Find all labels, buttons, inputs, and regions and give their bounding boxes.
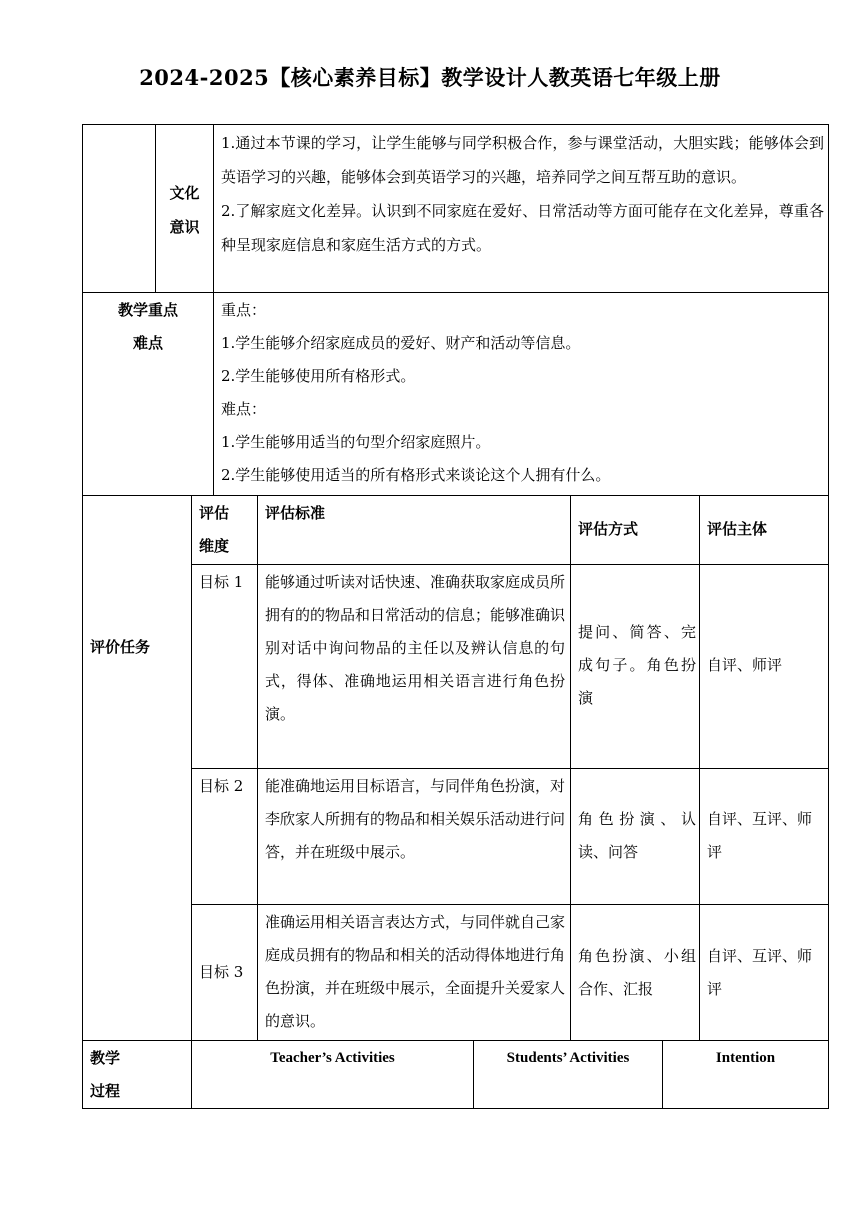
goal-3-method: 角色扮演、小组合作、汇报 (578, 947, 696, 998)
document-title: 2024-2025【核心素养目标】教学设计人教英语七年级上册 (139, 65, 721, 90)
culture-paragraph: 1.通过本节课的学习，让学生能够与同学积极合作，参与课堂活动，大胆实践；能够体会到英语学习的兴趣，能够体会到英语学习的兴趣，培养同学之间互帮互助的意识。 (221, 134, 824, 186)
goal-1-standard: 能够通过听读对话快速、准确获取家庭成员所拥有的的物品和日常活动的信息；能够准确识别对话中询问物品的主任以及辨认信息的句式，得体、准确地运用相关语言进行角色扮演。 (265, 573, 565, 723)
key-point-line: 1.学生能够介绍家庭成员的爱好、财产和活动等信息。 (221, 334, 581, 352)
key-point-line: 难点： (221, 400, 267, 418)
goal-3-standard: 准确运用相关语言表达方式，与同伴就自己家庭成员拥有的物品和相关的活动得体地进行角色扮演，并在班级中展示，全面提升关爱家人的意识。 (265, 913, 565, 1030)
goal-1-label: 目标 1 (199, 573, 244, 591)
header-method: 评估方式 (578, 520, 639, 538)
key-points-label: 教学重点 难点 (117, 301, 178, 352)
goal-3-subject: 自评、互评、师评 (707, 947, 813, 998)
header-subject: 评估主体 (707, 520, 768, 538)
goal-2-standard: 能准确地运用目标语言，与同伴角色扮演，对李欣家人所拥有的物品和相关娱乐活动进行问答，并在班级中展示。 (265, 777, 565, 861)
goal-1-method: 提问、简答、完成句子。角色扮演 (578, 623, 696, 707)
goal-2-subject: 自评、互评、师评 (707, 810, 813, 861)
culture-content (221, 126, 824, 262)
goal-2-method: 角色扮演、认读、问答 (578, 810, 696, 861)
goal-3-label: 目标 3 (199, 963, 244, 981)
goal-1-subject: 自评、师评 (707, 656, 783, 674)
header-dimension: 评估 维度 (199, 504, 230, 555)
key-point-line: 1.学生能够用适当的句型介绍家庭照片。 (221, 433, 491, 451)
goal-2-label: 目标 2 (199, 777, 244, 795)
key-point-line: 2.学生能够使用所有格形式。 (221, 367, 416, 385)
key-points-content (221, 294, 824, 492)
key-point-line: 2.学生能够使用适当的所有格形式来谈论这个人拥有什么。 (221, 466, 611, 484)
col-intention: Intention (715, 1050, 776, 1066)
culture-label: 文化 意识 (169, 184, 200, 236)
col-students-activities: Students’ Activities (506, 1050, 630, 1066)
key-point-line: 重点： (221, 301, 267, 319)
assessment-label: 评价任务 (90, 638, 151, 656)
culture-paragraph: 2.了解家庭文化差异。认识到不同家庭在爱好、日常活动等方面可能存在文化差异，尊重各种呈现家庭信息和家庭生活方式的方式。 (221, 202, 824, 254)
header-standard: 评估标准 (265, 504, 326, 522)
process-label: 教学 过程 (90, 1049, 121, 1100)
col-teacher-activities: Teacher’s Activities (270, 1050, 395, 1066)
